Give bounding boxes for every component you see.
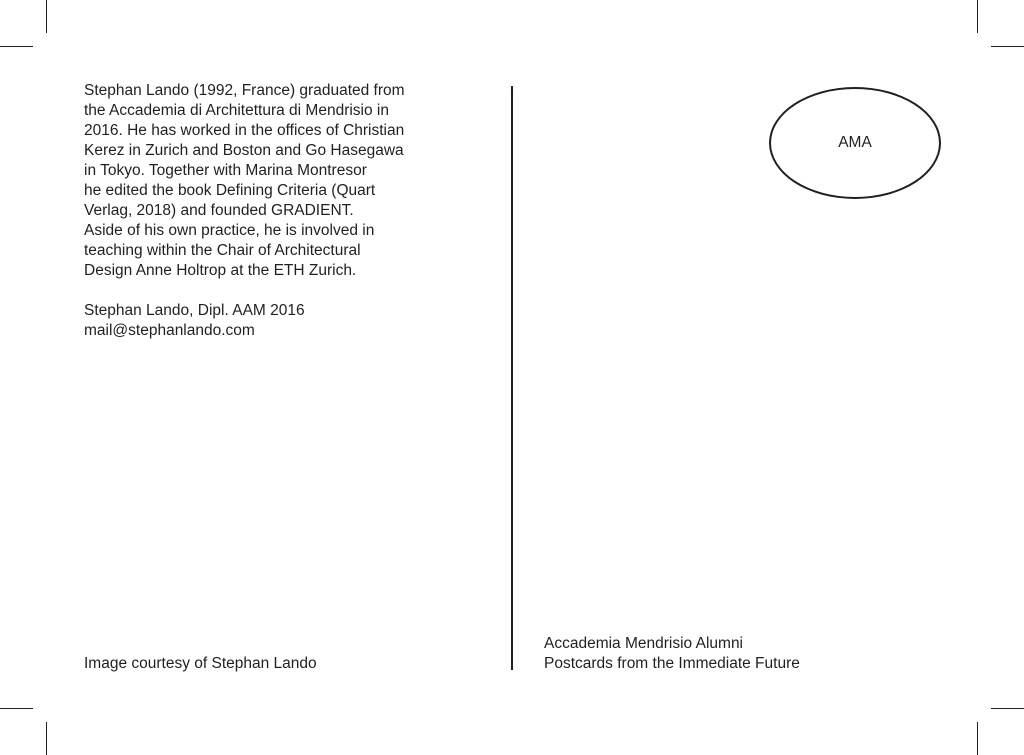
postcard-divider: [511, 86, 513, 670]
stamp-label: AMA: [838, 134, 872, 151]
crop-mark-top-left-horizontal: [0, 46, 33, 47]
contact-name: Stephan Lando, Dipl. AAM 2016: [84, 302, 305, 319]
stamp-oval: [769, 87, 941, 199]
series-footer: [544, 634, 800, 674]
crop-mark-top-right-vertical: [977, 0, 978, 33]
biography-line: Verlag, 2018) and founded GRADIENT.: [84, 202, 354, 219]
biography-line: 2016. He has worked in the offices of Christian: [84, 122, 405, 139]
crop-mark-bottom-right-horizontal: [991, 708, 1024, 709]
biography-line: Aside of his own practice, he is involved in: [84, 222, 375, 239]
biography-line: Kerez in Zurich and Boston and Go Hasegawa: [84, 142, 404, 159]
image-credit: Image courtesy of Stephan Lando: [84, 655, 317, 672]
crop-mark-top-left-vertical: [46, 0, 47, 33]
crop-mark-top-right-horizontal: [991, 46, 1024, 47]
series-organization: Accademia Mendrisio Alumni: [544, 635, 744, 652]
series-title: Postcards from the Immediate Future: [544, 655, 800, 672]
biography: [84, 81, 464, 281]
contact-block: [84, 301, 305, 341]
biography-line: he edited the book Defining Criteria (Quart: [84, 182, 376, 199]
biography-line: Design Anne Holtrop at the ETH Zurich.: [84, 262, 357, 279]
crop-mark-bottom-left-horizontal: [0, 708, 33, 709]
contact-email[interactable]: mail@stephanlando.com: [84, 322, 255, 339]
biography-line: the Accademia di Architettura di Mendrisio in: [84, 102, 389, 119]
crop-mark-bottom-right-vertical: [977, 722, 978, 755]
biography-line: teaching within the Chair of Architectural: [84, 242, 361, 259]
biography-line: Stephan Lando (1992, France) graduated from: [84, 82, 405, 99]
biography-line: in Tokyo. Together with Marina Montresor: [84, 162, 367, 179]
crop-mark-bottom-left-vertical: [46, 722, 47, 755]
